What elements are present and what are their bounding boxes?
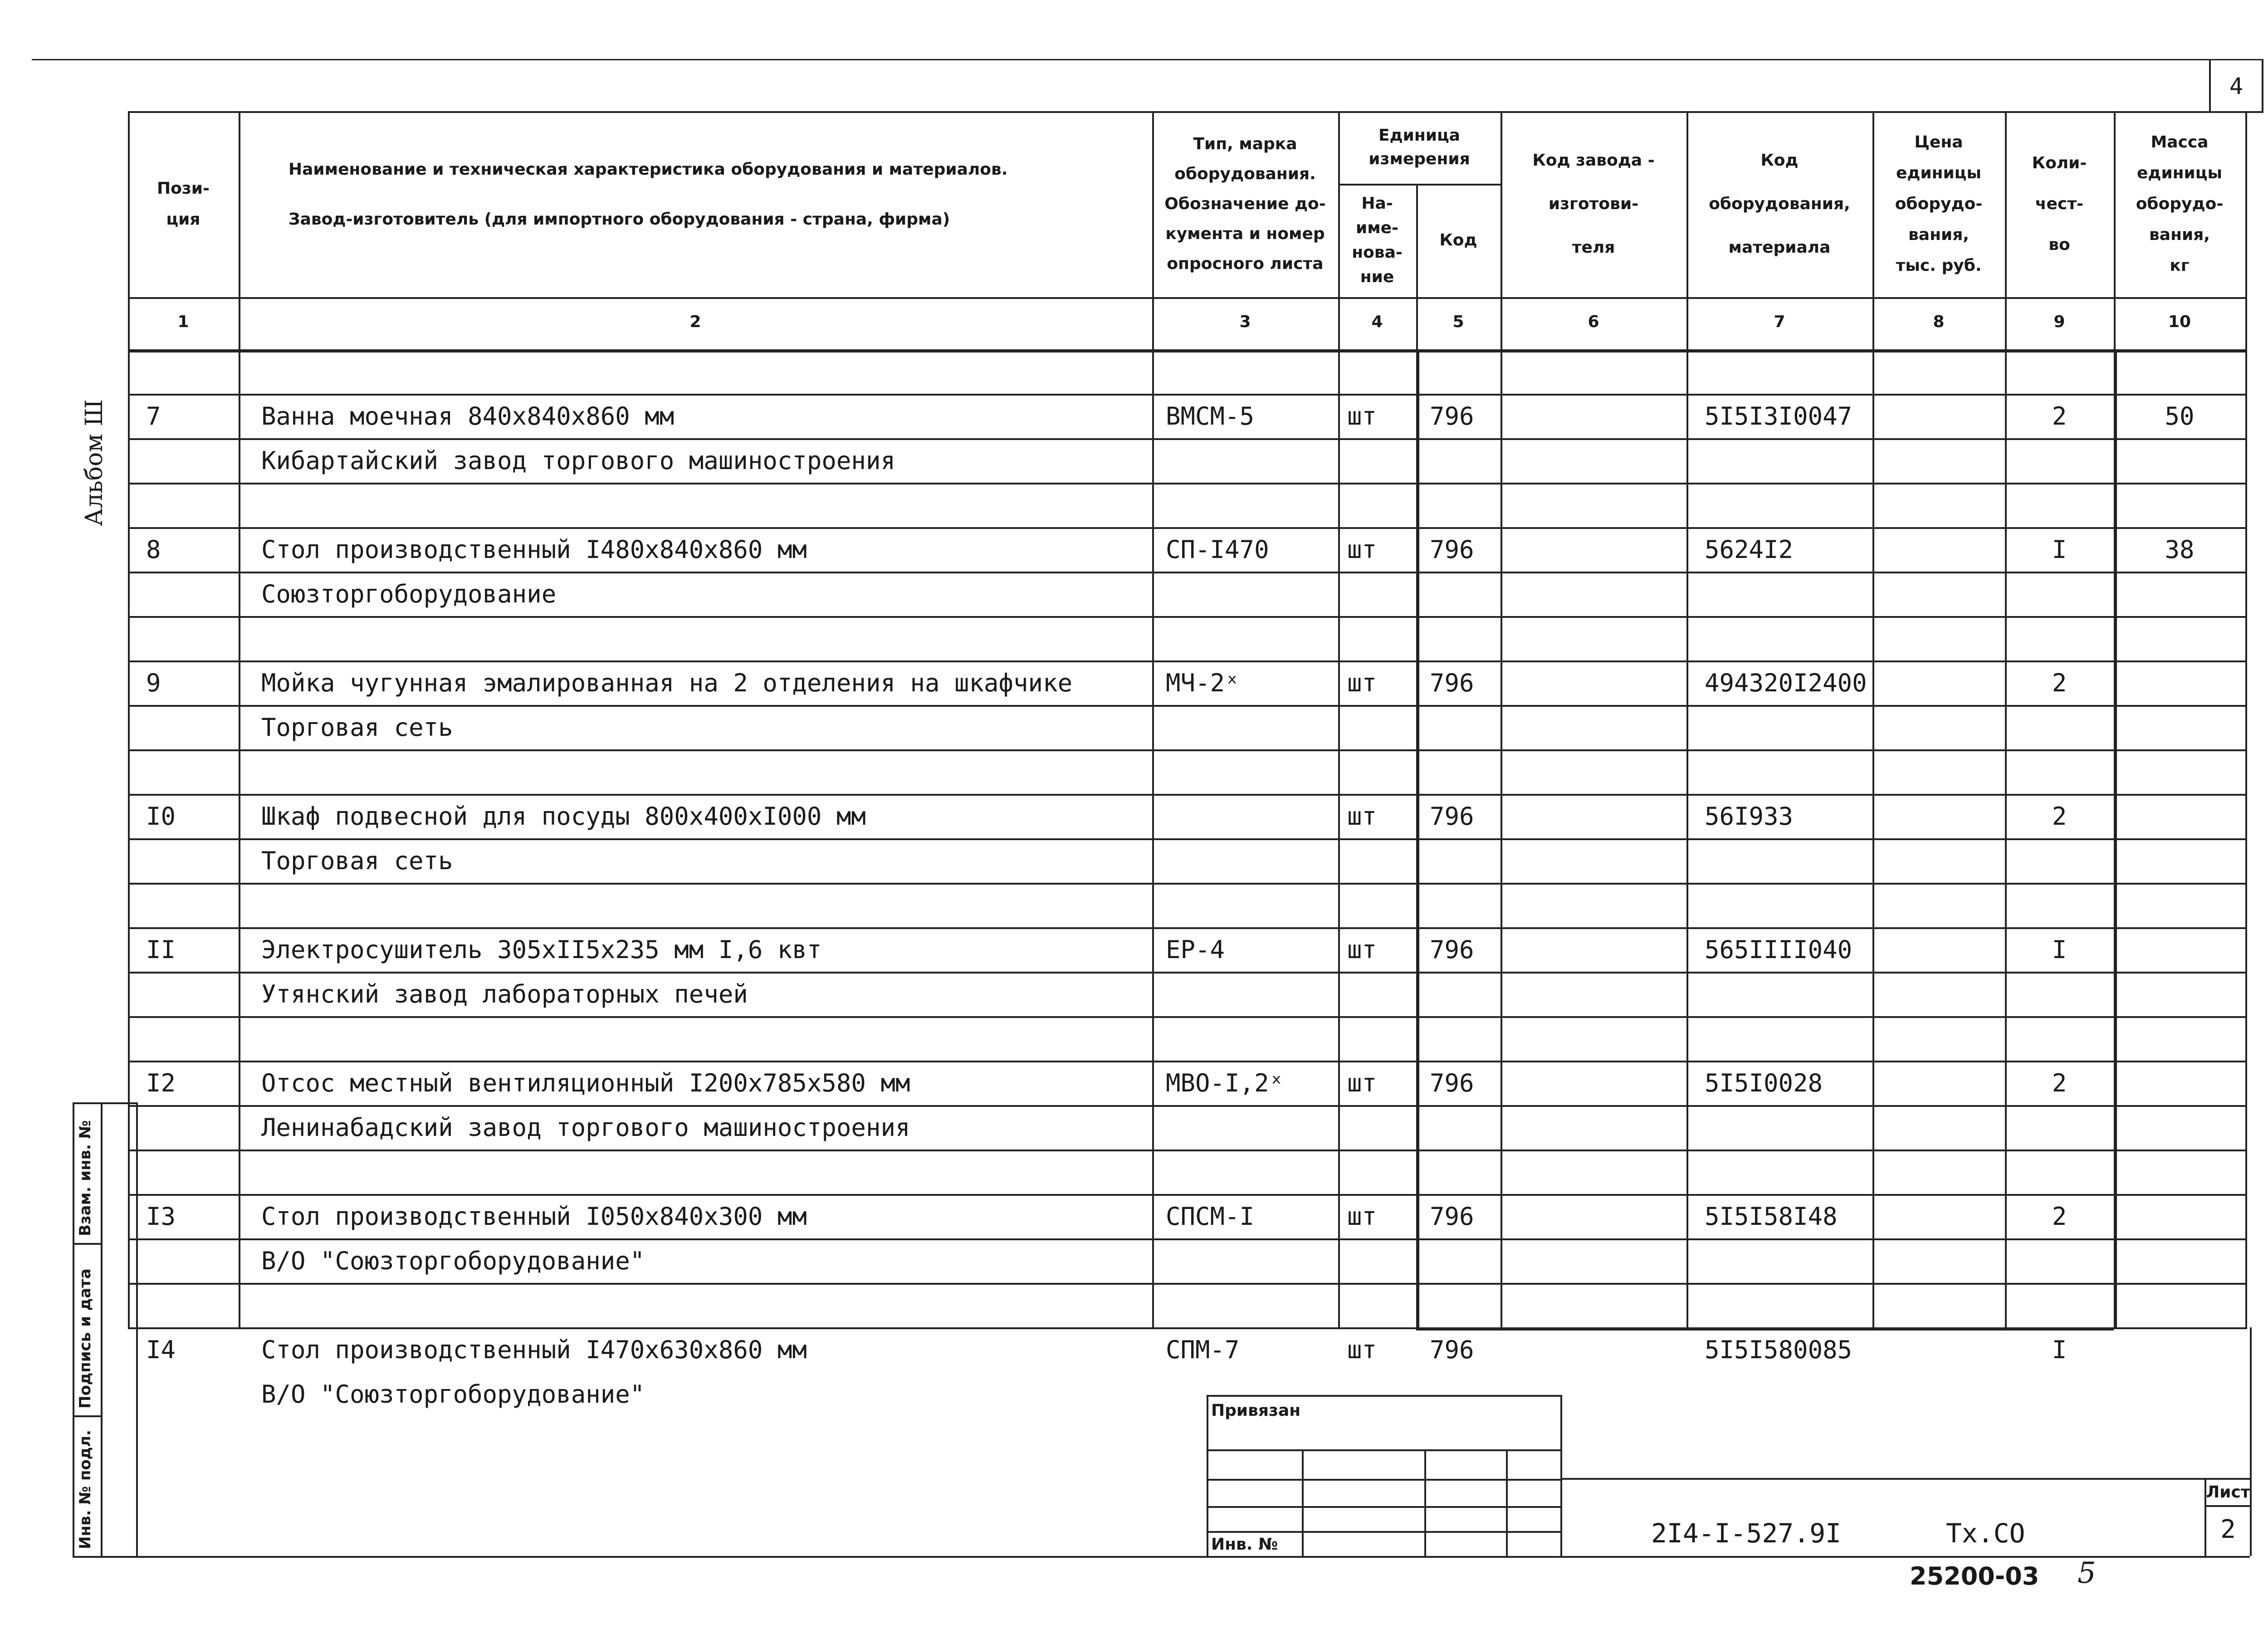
column-rule-10 xyxy=(2245,111,2247,1327)
column-number: 6 xyxy=(1588,313,1599,331)
column-number: 1 xyxy=(177,313,189,331)
tb-col-2 xyxy=(1424,1449,1426,1556)
item-equipment-code: 494320I2400 xyxy=(1705,669,1867,697)
item-unit: шт xyxy=(1347,1069,1377,1097)
column-number: 4 xyxy=(1371,313,1383,331)
item-type: СП-I470 xyxy=(1166,535,1269,564)
item-unit: шт xyxy=(1347,535,1377,564)
item-name: Шкаф подвесной для посуды 800х400хI000 мм xyxy=(261,802,866,831)
item-quantity: 2 xyxy=(2052,1202,2067,1231)
item-name: Отсос местный вентиляционный I200х785х580 мм xyxy=(261,1069,910,1097)
column-number: 2 xyxy=(689,313,701,331)
item-quantity: 2 xyxy=(2052,1069,2067,1097)
item-maker: Ленинабадский завод торгового машиностроения xyxy=(261,1113,910,1142)
item-mass: 38 xyxy=(2165,535,2195,564)
stamp-signature-date: Подпись и дата xyxy=(76,1268,94,1409)
header-equipment-code: Код оборудования, материала xyxy=(1709,151,1850,257)
column-number: 10 xyxy=(2168,313,2191,331)
tb-document-code: 2I4-I-527.9I xyxy=(1651,1518,1842,1549)
stamp-original-inv: Инв. № подл. xyxy=(76,1429,94,1549)
item-unit: шт xyxy=(1347,669,1377,697)
item-equipment-code: 565IIII040 xyxy=(1705,935,1853,964)
header-unit-name: На- име- нова- ние xyxy=(1352,194,1403,286)
item-mass: 50 xyxy=(2165,402,2195,431)
stamp-outer-right xyxy=(136,1102,138,1556)
item-position: 8 xyxy=(146,535,161,564)
column-number: 3 xyxy=(1239,313,1251,331)
header-name-line1: Наименование и техническая характеристика оборудования и материалов. xyxy=(288,160,1008,179)
item-position: I4 xyxy=(146,1336,176,1364)
item-type: ЕР-4 xyxy=(1166,935,1225,964)
item-name: Стол производственный I470х630х860 мм xyxy=(261,1336,807,1364)
tb-inv-label: Инв. № xyxy=(1211,1535,1278,1554)
column-number: 8 xyxy=(1933,313,1945,331)
item-type: МЧ-2ˣ xyxy=(1166,669,1240,697)
item-unit-code: 796 xyxy=(1430,935,1474,964)
header-price: Цена единицы оборудо- вания, тыс. руб. xyxy=(1895,133,1983,275)
item-position: I3 xyxy=(146,1202,176,1231)
item-quantity: I xyxy=(2052,535,2067,564)
item-unit: шт xyxy=(1347,802,1377,831)
item-unit-code: 796 xyxy=(1430,802,1474,831)
header-quantity: Коли- чест- во xyxy=(2032,154,2087,254)
tb-section-code: Тх.СО xyxy=(1946,1518,2025,1549)
item-unit-code: 796 xyxy=(1430,402,1474,431)
corner-box-right xyxy=(2262,59,2263,111)
item-type: СПСМ-I xyxy=(1166,1202,1255,1231)
item-position: II xyxy=(146,935,176,964)
tb-main-top xyxy=(1560,1478,2250,1480)
item-quantity: I xyxy=(2052,935,2067,964)
item-position: 9 xyxy=(146,669,161,697)
item-equipment-code: 5I5I580085 xyxy=(1705,1336,1853,1364)
sheet-corner-number: 4 xyxy=(2229,73,2244,99)
stamp-top xyxy=(73,1102,136,1104)
tb-attached-label: Привязан xyxy=(1211,1401,1301,1420)
header-plant-code: Код завода - изготови- теля xyxy=(1532,151,1655,257)
item-quantity: 2 xyxy=(2052,669,2067,697)
item-equipment-code: 5I5I3I0047 xyxy=(1705,402,1853,431)
item-type: МВО-I,2ˣ xyxy=(1166,1069,1284,1097)
item-equipment-code: 5I5I0028 xyxy=(1705,1069,1823,1097)
column-number: 5 xyxy=(1452,313,1464,331)
item-name: Электросушитель 305хII5х235 мм I,6 квт xyxy=(261,935,822,964)
column-number: 7 xyxy=(1774,313,1785,331)
item-unit-code: 796 xyxy=(1430,1336,1474,1364)
item-unit-code: 796 xyxy=(1430,1069,1474,1097)
item-quantity: 2 xyxy=(2052,402,2067,431)
tb-col-3 xyxy=(1506,1449,1508,1556)
item-type: ВМСМ-5 xyxy=(1166,402,1255,431)
item-quantity: I xyxy=(2052,1336,2067,1364)
item-equipment-code: 56I933 xyxy=(1705,802,1794,831)
item-name: Мойка чугунная эмалированная на 2 отделения на шкафчике xyxy=(261,669,1073,697)
column-number: 9 xyxy=(2053,313,2065,331)
stamp-div-2 xyxy=(73,1415,101,1417)
header-type: Тип, марка оборудования. Обозначение до- кумента и номер опросного листа xyxy=(1164,135,1326,273)
stamp-inner xyxy=(101,1102,103,1556)
item-unit: шт xyxy=(1347,1202,1377,1231)
item-type: СПМ-7 xyxy=(1166,1336,1240,1364)
column-rule-1 xyxy=(239,111,240,1327)
tb-sheet-label: Лист xyxy=(2206,1483,2250,1502)
header-name-line2: Завод-изготовитель (для импортного оборудования - страна, фирма) xyxy=(288,210,950,229)
item-maker: Кибартайский завод торгового машиностроения xyxy=(261,446,895,475)
stamp-outer-left xyxy=(73,1102,74,1556)
item-name: Ванна моечная 840х840х860 мм xyxy=(261,402,675,431)
item-maker: В/О "Союзторгоборудование" xyxy=(261,1380,645,1409)
item-unit: шт xyxy=(1347,402,1377,431)
item-position: 7 xyxy=(146,402,161,431)
tb-top xyxy=(1207,1395,1560,1397)
item-maker: Торговая сеть xyxy=(261,713,453,742)
item-quantity: 2 xyxy=(2052,802,2067,831)
item-maker: Торговая сеть xyxy=(261,846,453,875)
item-maker: Союзторгоборудование xyxy=(261,580,557,608)
item-unit-code: 796 xyxy=(1430,669,1474,697)
item-unit-code: 796 xyxy=(1430,1202,1474,1231)
archive-number: 25200-03 xyxy=(1910,1562,2039,1590)
item-unit: шт xyxy=(1347,1336,1377,1364)
album-label: Альбом Ш xyxy=(81,399,108,526)
numbers-bottom-border xyxy=(128,349,2247,352)
header-mass: Масса единицы оборудо- вания, кг xyxy=(2136,133,2224,275)
stamp-replaced-inv: Взам. инв. № xyxy=(76,1120,94,1236)
item-maker: Утянский завод лабораторных печей xyxy=(261,980,748,1008)
header-unit-code: Код xyxy=(1439,231,1477,250)
tb-right-of-small xyxy=(1560,1395,1562,1556)
item-position: I2 xyxy=(146,1069,176,1097)
item-position: I0 xyxy=(146,802,176,831)
top-border xyxy=(32,59,2263,60)
item-unit-code: 796 xyxy=(1430,535,1474,564)
item-equipment-code: 5I5I58I48 xyxy=(1705,1202,1838,1231)
header-unit-group: Единица измерения xyxy=(1369,126,1470,168)
header-position: Пози- ция xyxy=(157,179,210,229)
item-name: Стол производственный I480х840х860 мм xyxy=(261,535,807,564)
item-name: Стол производственный I050х840х300 мм xyxy=(261,1202,807,1231)
item-equipment-code: 5624I2 xyxy=(1705,535,1794,564)
tb-sheet-number: 2 xyxy=(2220,1515,2236,1544)
stamp-div-1 xyxy=(73,1243,101,1245)
item-maker: В/О "Союзторгоборудование" xyxy=(261,1247,645,1275)
item-unit: шт xyxy=(1347,935,1377,964)
archive-suffix: 5 xyxy=(2077,1556,2096,1590)
